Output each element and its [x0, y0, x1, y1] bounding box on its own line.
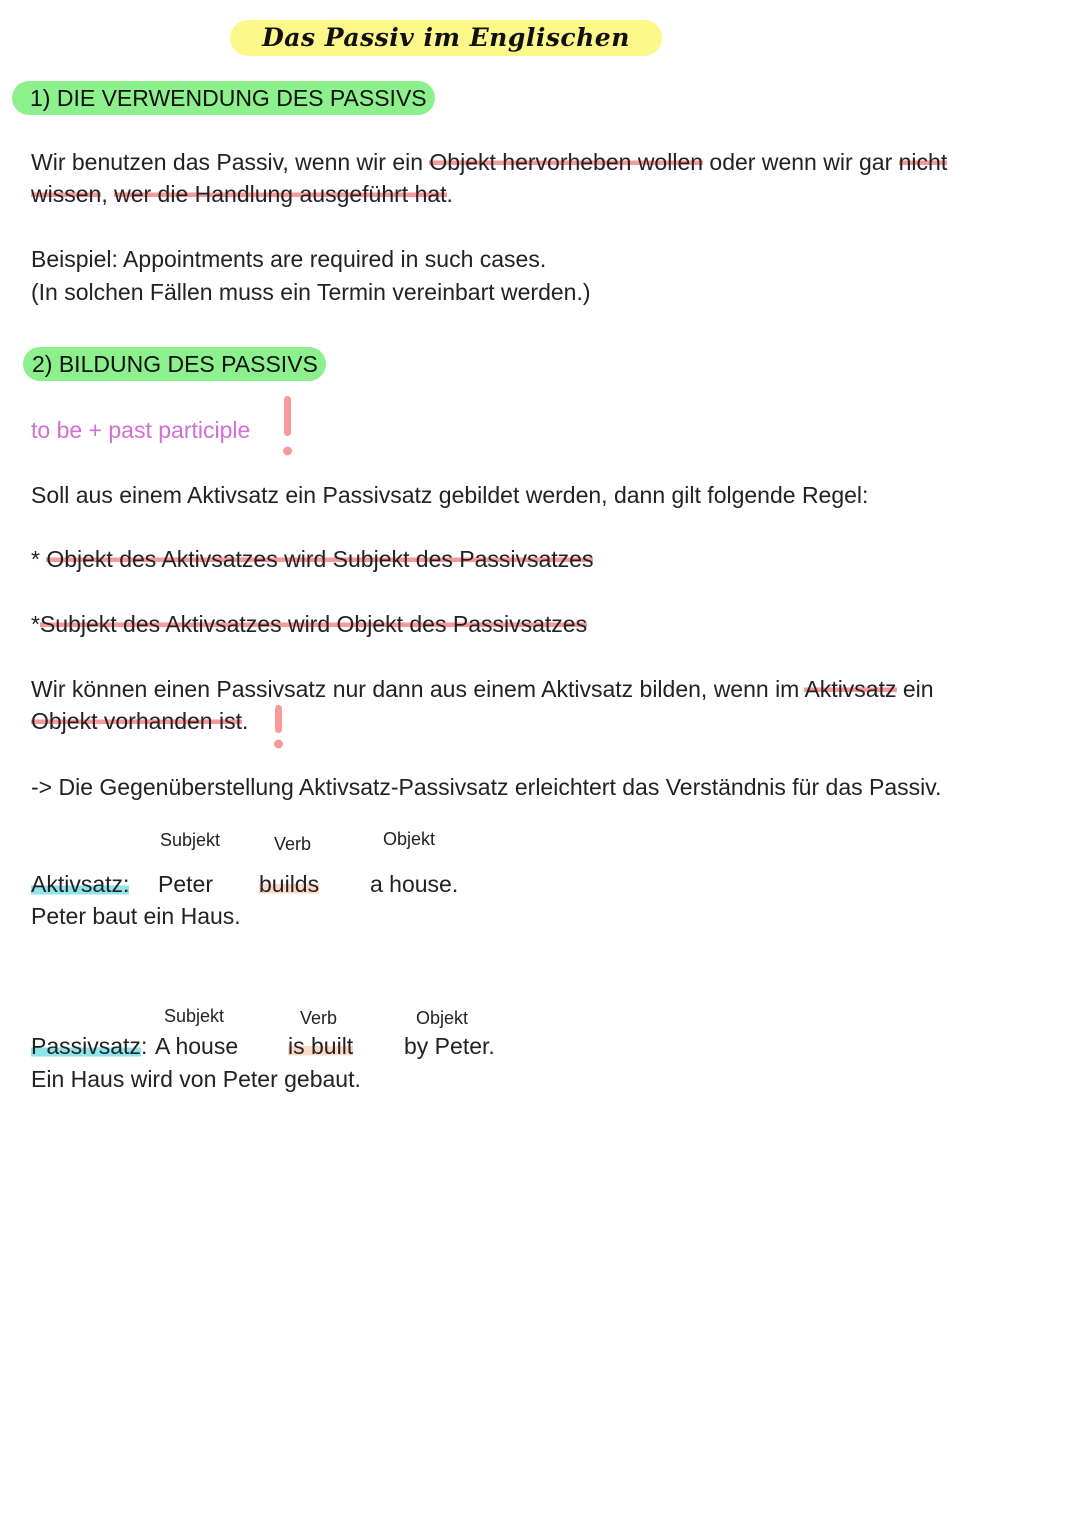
bullet-mark: * [31, 611, 40, 637]
label-verb: Verb [300, 1008, 338, 1028]
highlight-aktivsatz: Aktivsatz [804, 676, 897, 702]
text-fragment: . [241, 708, 249, 734]
active-verb-text: builds [259, 871, 320, 897]
label-subject: Subjekt [160, 830, 221, 850]
bullet-text: Objekt des Aktivsatzes wird Subjekt des Passivsatzes [46, 546, 594, 572]
bullet-mark: * [31, 546, 40, 572]
example-sentence: Beispiel: Appointments are required in such cases. [31, 246, 547, 272]
formula: to be + past participle [31, 417, 251, 443]
passive-translation: Ein Haus wird von Peter gebaut. [31, 1066, 361, 1092]
rule-bullet-2 [31, 608, 587, 640]
highlight-actor: wer die Handlung ausgeführt hat [114, 181, 447, 207]
example-translation: (In solchen Fällen muss ein Termin vereinbart werden.) [31, 279, 591, 305]
passive-label [31, 1030, 147, 1062]
active-label-text: Aktivsatz: [31, 871, 130, 897]
text-fragment: Wir benutzen das Passiv, wenn wir ein [31, 149, 430, 175]
condition-line2 [31, 705, 248, 737]
page-title: Das Passiv im Englischen [230, 20, 662, 56]
highlight-wissen: wissen [31, 181, 102, 207]
label-object: Objekt [383, 829, 436, 849]
condition-line1 [31, 673, 934, 705]
passive-verb [288, 1030, 353, 1062]
label-verb: Verb [274, 834, 312, 854]
rule-bullet-1 [31, 543, 593, 575]
usage-paragraph-line1 [31, 146, 947, 178]
text-fragment: . [446, 181, 453, 207]
passive-label-colon: : [140, 1033, 148, 1059]
usage-paragraph-line2 [31, 178, 453, 210]
active-object: a house. [370, 871, 459, 897]
highlight-object-emphasis: Objekt hervorheben wollen [429, 149, 704, 175]
section-heading-usage: 1) DIE VERWENDUNG DES PASSIVS [12, 81, 435, 115]
text-fragment: Wir können einen Passivsatz nur dann aus einem Aktivsatz bilden, wenn im [31, 676, 805, 702]
text-fragment: , [101, 181, 115, 207]
active-subject: Peter [158, 871, 213, 897]
highlight-object-present: Objekt vorhanden ist [31, 708, 242, 734]
section-heading-formation: 2) BILDUNG DES PASSIVS [23, 347, 326, 381]
label-subject: Subjekt [164, 1006, 225, 1026]
text-fragment: oder wenn wir gar [703, 149, 899, 175]
active-translation: Peter baut ein Haus. [31, 903, 241, 929]
text-fragment: ein [896, 676, 934, 702]
rule-intro: Soll aus einem Aktivsatz ein Passivsatz gebildet werden, dann gilt folgende Regel: [31, 482, 869, 508]
bullet-text: Subjekt des Aktivsatzes wird Objekt des Passivsatzes [39, 611, 588, 637]
passive-verb-text: is built [288, 1033, 354, 1059]
passive-object: by Peter. [404, 1033, 495, 1059]
passive-subject: A house [155, 1033, 239, 1059]
passive-label-text: Passivsatz [31, 1033, 141, 1059]
active-label [31, 868, 129, 900]
exclamation-icon [279, 394, 297, 458]
active-verb [259, 868, 319, 900]
highlight-nicht: nicht [898, 149, 948, 175]
comparison-note: -> Die Gegenüberstellung Aktivsatz-Passivsatz erleichtert das Verständnis für das Passiv. [31, 774, 942, 800]
label-object: Objekt [416, 1008, 469, 1028]
exclamation-icon [270, 703, 288, 751]
